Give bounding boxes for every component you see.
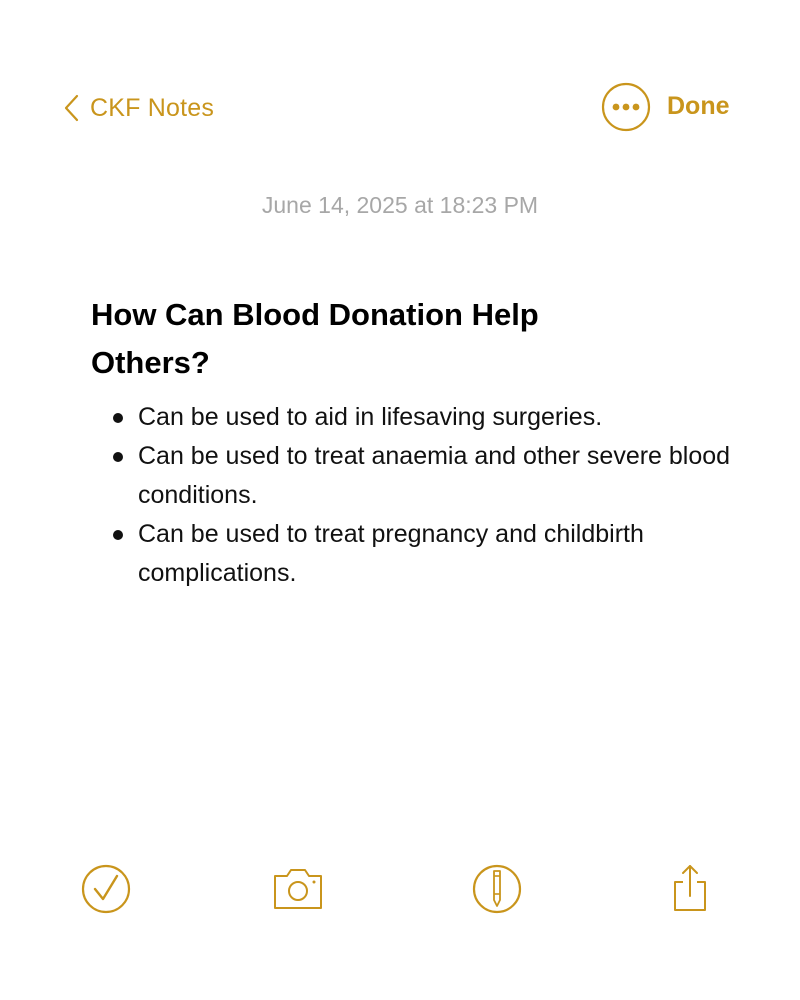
markup-pen-icon [470, 862, 524, 916]
more-options-button[interactable] [601, 82, 651, 132]
note-timestamp: June 14, 2025 at 18:23 PM [261, 192, 539, 218]
back-button[interactable] [62, 90, 214, 126]
bullet-icon [113, 452, 123, 462]
markup-button[interactable] [470, 862, 524, 916]
note-bullet-list [91, 398, 731, 593]
chevron-left-icon [62, 92, 82, 124]
list-item[interactable] [91, 398, 731, 437]
list-item-text: Can be used to treat anaemia and other severe blood conditions. [138, 442, 731, 509]
list-item-text: Can be used to aid in lifesaving surgeries. [138, 403, 603, 431]
list-item-text: Can be used to treat pregnancy and childbirth complications. [138, 520, 644, 587]
camera-icon [271, 862, 325, 916]
bullet-icon [113, 530, 123, 540]
ellipsis-circle-icon [601, 82, 651, 132]
list-item[interactable] [91, 515, 731, 593]
camera-button[interactable] [271, 862, 325, 916]
note-title[interactable]: How Can Blood Donation Help Others? [91, 297, 539, 380]
back-button-label: CKF Notes [90, 93, 215, 122]
done-button[interactable]: Done [667, 92, 730, 120]
share-button[interactable] [663, 862, 717, 916]
bullet-icon [113, 413, 123, 423]
checklist-button[interactable] [79, 862, 133, 916]
list-item[interactable] [91, 437, 731, 515]
share-icon [663, 862, 717, 916]
checklist-icon [79, 862, 133, 916]
